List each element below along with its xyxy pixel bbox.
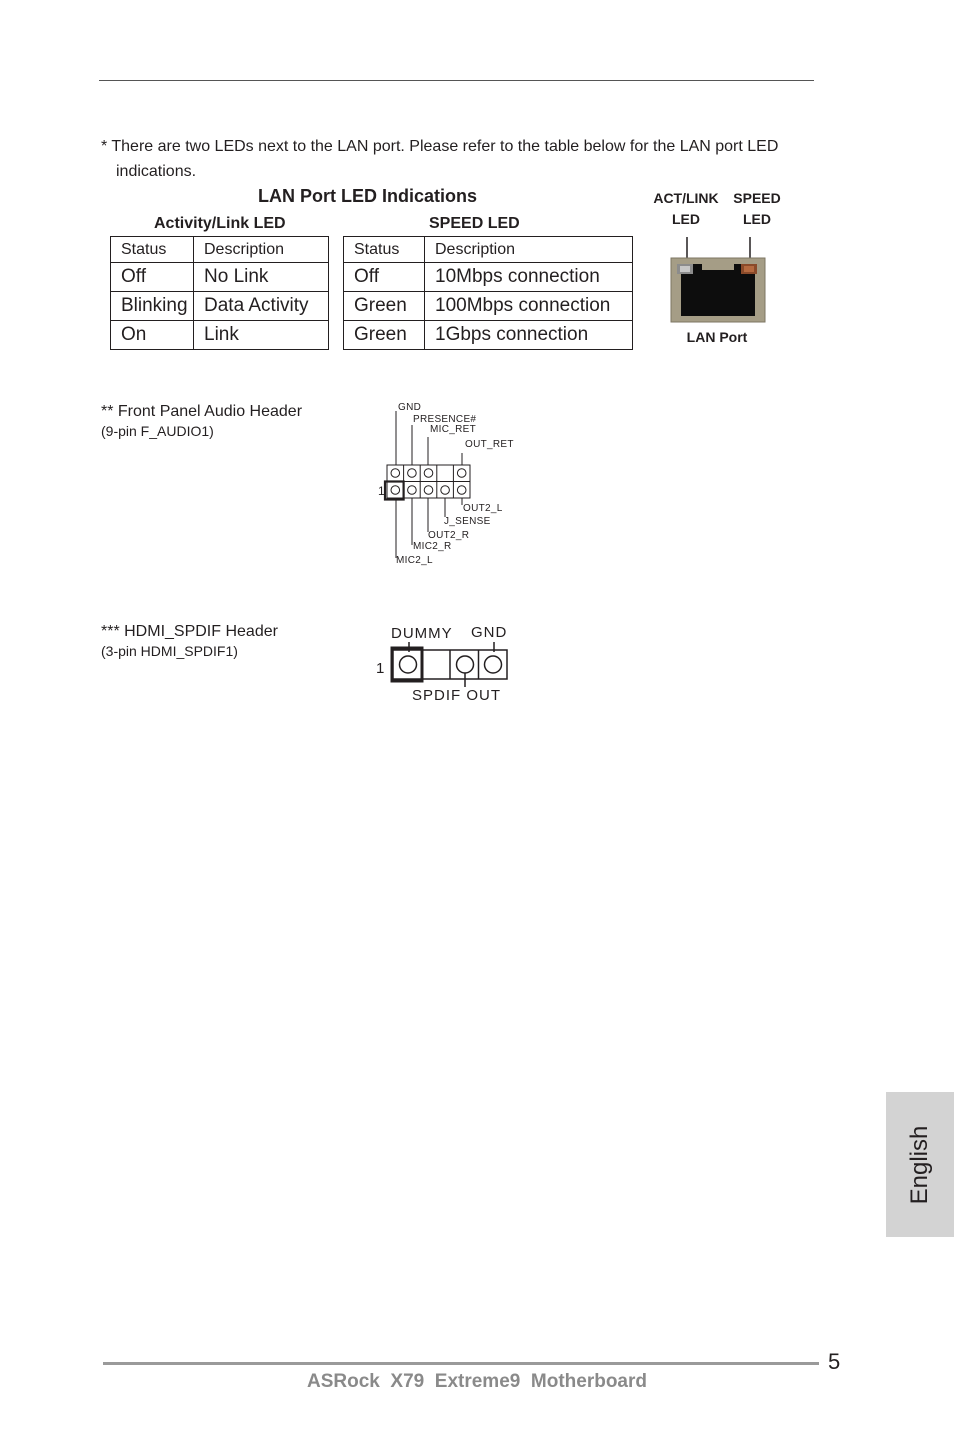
top-rule [99,80,814,81]
page-number: 5 [828,1349,841,1374]
language-tab-label: English [906,1125,933,1204]
activity-led-title: Activity/Link LED [154,215,286,232]
audio-header-title: ** Front Panel Audio Header [101,403,303,420]
audio-header-subtitle: (9-pin F_AUDIO1) [101,423,214,439]
spdif-pin1-label: 1 [376,660,385,677]
speed-label-line2: LED [743,211,771,227]
spdif-label-gnd: GND [471,624,508,641]
speed-row-1-description: 100Mbps connection [425,292,633,321]
audio-label-gnd: GND [398,402,422,413]
speed-row-2-description: 1Gbps connection [425,321,633,350]
lan-table-title: LAN Port LED Indications [258,186,478,206]
speed-led-title: SPEED LED [429,215,520,232]
spdif-label-dummy: DUMMY [391,625,453,642]
spdif-header-subtitle: (3-pin HDMI_SPDIF1) [101,643,238,659]
speed-header-description: Description [425,237,633,263]
lan-led-note [101,134,841,184]
audio-label-mic2-r: MIC2_R [413,541,452,552]
act-link-label-line1: ACT/LINK [653,190,719,206]
audio-label-j-sense: J_SENSE [444,516,491,527]
activity-row-2-description: Link [194,321,329,350]
audio-label-out-ret: OUT_RET [465,439,514,450]
speed-row-0-description: 10Mbps connection [425,263,633,292]
lan-port-caption: LAN Port [686,329,748,345]
spdif-label-spdif-out: SPDIF OUT [412,687,502,704]
speed-row-1-status: Green [344,292,425,321]
activity-header-status: Status [111,237,194,263]
spdif-header-diagram [390,640,514,690]
audio-label-out2-l: OUT2_L [463,503,503,514]
speed-row-2-status: Green [344,321,425,350]
activity-row-1-status: Blinking [111,292,194,321]
act-link-led-label [648,188,724,230]
activity-led-table [110,236,329,350]
audio-label-presence: PRESENCE# [413,414,477,425]
activity-row-1-description: Data Activity [194,292,329,321]
audio-label-mic2-l: MIC2_L [396,555,433,566]
activity-row-0-description: No Link [194,263,329,292]
speed-row-0-status: Off [344,263,425,292]
footer-title: ASRock X79 Extreme9 Motherboard [307,1371,647,1392]
spdif-header-title: *** HDMI_SPDIF Header [101,623,278,640]
activity-header-description: Description [194,237,329,263]
speed-header-status: Status [344,237,425,263]
footer-rule [103,1362,819,1365]
audio-label-mic-ret: MIC_RET [430,424,476,435]
speed-led-table [343,236,633,350]
note-line-2: indications. [116,163,197,180]
activity-row-0-status: Off [111,263,194,292]
lan-port-image [666,234,770,326]
audio-pin1-label: 1 [378,484,385,498]
audio-label-out2-r: OUT2_R [428,530,470,541]
speed-led-label [726,188,788,230]
activity-row-2-status: On [111,321,194,350]
language-tab [886,1092,954,1237]
act-link-label-line2: LED [672,211,700,227]
speed-label-line1: SPEED [733,190,781,206]
note-line-1: * There are two LEDs next to the LAN port. Please refer to the table below for the LAN port LED [101,138,779,155]
